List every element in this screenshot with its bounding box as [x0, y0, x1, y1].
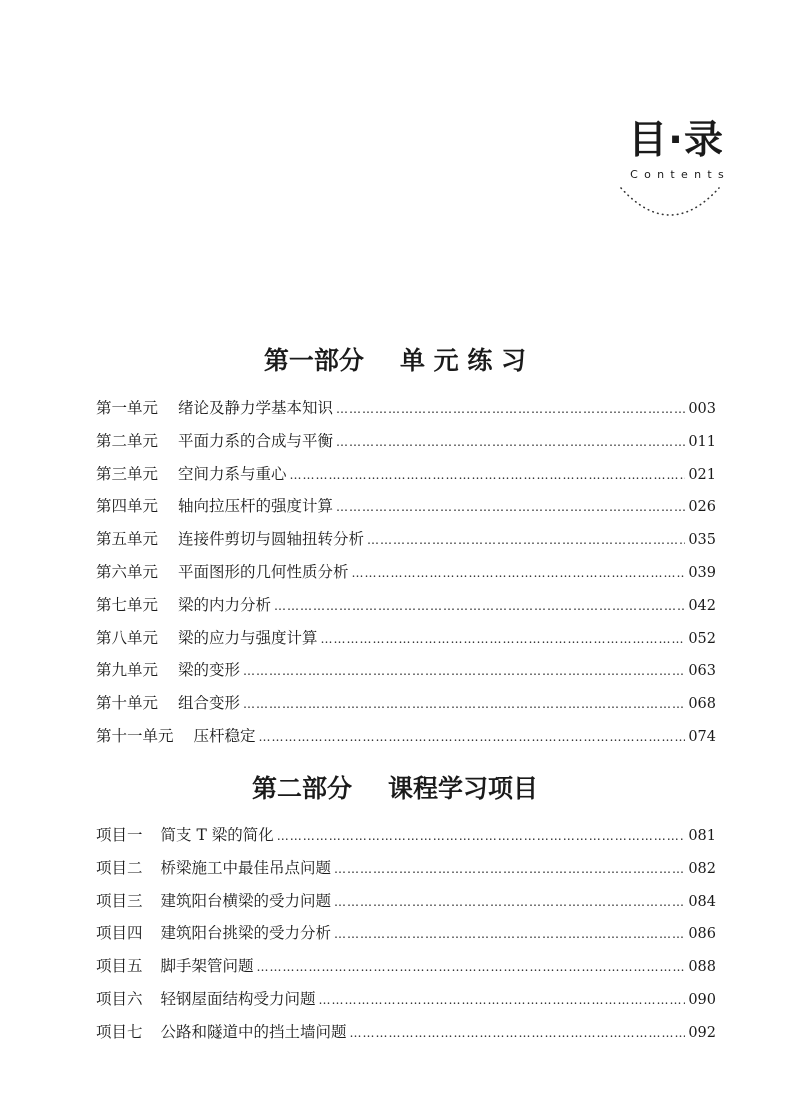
toc-entry-dot-leader — [336, 435, 685, 449]
toc-entry-dot-leader — [321, 632, 686, 646]
toc-entry-unit: 项目六 — [96, 989, 143, 1008]
toc-entry-dot-leader — [352, 566, 686, 580]
toc-entry-title: 梁的变形 — [178, 661, 241, 680]
toc-entry-page-number: 068 — [688, 696, 716, 713]
toc-entry-dot-leader — [367, 533, 685, 547]
toc-entry-unit: 第四单元 — [96, 497, 159, 516]
toc-entry-page-number: 011 — [688, 433, 716, 450]
toc-entry-dot-leader — [290, 468, 686, 482]
toc-entry-page-number: 088 — [688, 959, 716, 976]
toc-entry-dot-leader — [336, 500, 685, 514]
toc-heading — [612, 118, 730, 181]
part2-title-right: 课程学习项目 — [388, 774, 539, 803]
part2-title — [0, 774, 790, 804]
toc-entry[interactable] — [96, 396, 716, 429]
toc-entry-dot-leader — [277, 829, 686, 843]
toc-entry[interactable] — [96, 691, 716, 724]
toc-entry-title: 桥梁施工中最佳吊点问题 — [160, 858, 332, 877]
toc-entry-page-number: 039 — [688, 564, 716, 581]
toc-entry-title: 梁的内力分析 — [178, 595, 272, 614]
toc-entry-page-number: 063 — [688, 663, 716, 680]
toc-entry-title: 绪论及静力学基本知识 — [178, 399, 334, 417]
toc-entry[interactable] — [96, 954, 716, 987]
toc-entry-unit: 第九单元 — [96, 661, 159, 680]
toc-entry-dot-leader — [336, 402, 685, 416]
part2-toc-list — [96, 823, 716, 1053]
toc-entry-title: 轻钢屋面结构受力问题 — [160, 989, 316, 1008]
toc-entry-unit: 第二单元 — [96, 431, 159, 450]
toc-entry-title: 压杆稳定 — [193, 726, 256, 745]
toc-entry-unit: 项目四 — [96, 924, 143, 943]
toc-heading-title: 目·录 — [628, 118, 724, 163]
toc-entry-title: 建筑阳台横梁的受力问题 — [160, 891, 332, 910]
toc-entry-unit: 第一单元 — [96, 399, 159, 417]
part1-title-left: 第一部分 — [263, 346, 364, 375]
toc-entry-title: 平面力系的合成与平衡 — [178, 431, 334, 450]
toc-entry-unit: 第七单元 — [96, 595, 159, 614]
toc-entry-unit: 项目一 — [96, 826, 143, 844]
toc-entry-page-number: 052 — [688, 630, 716, 647]
toc-entry-title: 建筑阳台挑梁的受力分析 — [160, 924, 332, 943]
toc-entry[interactable] — [96, 987, 716, 1020]
toc-entry-dot-leader — [319, 993, 686, 1007]
toc-entry-title: 简支 T 梁的简化 — [160, 826, 274, 844]
toc-entry-page-number: 086 — [688, 926, 716, 943]
toc-entry[interactable] — [96, 921, 716, 954]
toc-entry-page-number: 084 — [688, 893, 716, 910]
toc-entry-dot-leader — [259, 730, 686, 744]
toc-entry-title: 空间力系与重心 — [178, 464, 287, 483]
toc-entry-unit: 第十单元 — [96, 694, 159, 713]
toc-entry[interactable] — [96, 823, 716, 856]
toc-entry-dot-leader — [243, 697, 685, 711]
toc-entry-unit: 第三单元 — [96, 464, 159, 483]
toc-entry-page-number: 035 — [688, 532, 716, 549]
toc-entry-dot-leader — [334, 895, 685, 909]
toc-entry-unit: 第十一单元 — [96, 726, 174, 745]
part1-title — [0, 346, 790, 376]
toc-entry-unit: 项目五 — [96, 957, 143, 976]
part1-title-right: 单 元 练 习 — [399, 346, 527, 375]
toc-entry-title: 梁的应力与强度计算 — [178, 628, 318, 647]
toc-entry-page-number: 074 — [688, 728, 716, 745]
toc-entry-unit: 第八单元 — [96, 628, 159, 647]
toc-entry-unit: 项目三 — [96, 891, 143, 910]
toc-entry[interactable] — [96, 1020, 716, 1053]
toc-entry[interactable] — [96, 724, 716, 757]
toc-entry-unit: 第五单元 — [96, 530, 159, 549]
toc-entry-dot-leader — [334, 862, 685, 876]
toc-entry[interactable] — [96, 889, 716, 922]
toc-heading-subtitle: Contents — [630, 168, 730, 181]
toc-entry-page-number: 026 — [688, 499, 716, 516]
toc-entry[interactable] — [96, 856, 716, 889]
toc-entry-title: 脚手架管问题 — [160, 957, 254, 976]
toc-entry[interactable] — [96, 658, 716, 691]
toc-entry-title: 轴向拉压杆的强度计算 — [178, 497, 334, 516]
part1-toc-list — [96, 396, 716, 757]
toc-entry-dot-leader — [274, 599, 685, 613]
toc-entry[interactable] — [96, 593, 716, 626]
toc-entry-title: 公路和隧道中的挡土墙问题 — [160, 1022, 347, 1041]
part2-title-left: 第二部分 — [251, 774, 352, 803]
toc-entry-page-number: 082 — [688, 860, 716, 877]
toc-entry-unit: 项目二 — [96, 858, 143, 877]
toc-entry[interactable] — [96, 429, 716, 462]
toc-entry-unit: 项目七 — [96, 1022, 143, 1041]
toc-entry-dot-leader — [257, 960, 686, 974]
toc-entry-page-number: 081 — [688, 828, 716, 844]
toc-entry-page-number: 003 — [688, 401, 716, 417]
toc-entry-title: 组合变形 — [178, 694, 241, 713]
toc-entry[interactable] — [96, 494, 716, 527]
toc-entry-dot-leader — [243, 664, 685, 678]
toc-entry[interactable] — [96, 560, 716, 593]
toc-entry[interactable] — [96, 462, 716, 495]
toc-entry[interactable] — [96, 527, 716, 560]
toc-entry[interactable] — [96, 626, 716, 659]
dotted-arc-ornament — [615, 184, 725, 224]
toc-entry-page-number: 092 — [688, 1024, 716, 1041]
toc-entry-title: 连接件剪切与圆轴扭转分析 — [178, 530, 365, 549]
toc-entry-page-number: 090 — [688, 991, 716, 1008]
toc-entry-unit: 第六单元 — [96, 562, 159, 581]
toc-entry-page-number: 021 — [688, 466, 716, 483]
toc-entry-dot-leader — [334, 927, 685, 941]
toc-entry-dot-leader — [350, 1026, 686, 1040]
toc-entry-page-number: 042 — [688, 597, 716, 614]
toc-entry-title: 平面图形的几何性质分析 — [178, 562, 349, 581]
